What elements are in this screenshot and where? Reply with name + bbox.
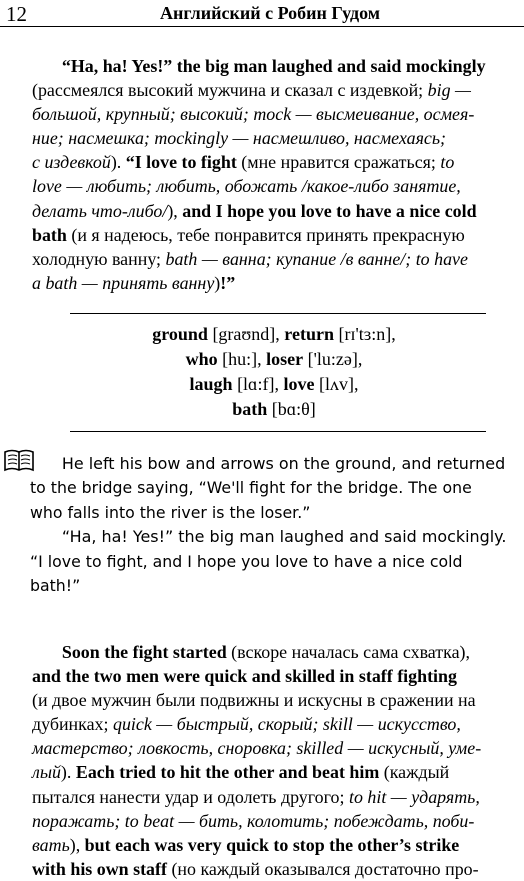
plain-text: ) — [214, 272, 221, 293]
plain-text: (рассмеялся высокий мужчина и сказал с издевкой; — [32, 80, 428, 101]
text-line — [32, 785, 516, 809]
bold-text: and the two men were quick and skilled in staff fighting — [32, 666, 457, 687]
reading-line: “Ha, ha! Yes!” the big man laughed and said mockingly. — [61, 527, 507, 547]
reading-line: who falls into the river is the loser.” — [30, 502, 311, 522]
plain-text: ). — [110, 152, 126, 173]
bold-text: love — [283, 374, 315, 394]
italic-text: вать — [32, 834, 70, 855]
italic-text: ние; насмешка; mockingly — насмешливо, насмехаясь; — [32, 128, 446, 149]
vocab-bottom-rule — [70, 431, 486, 432]
bold-text: Each tried to hit the other and beat him — [75, 762, 380, 783]
italic-text: с издевкой — [32, 152, 111, 173]
plain-text: ['lu:zə], — [303, 349, 363, 369]
plain-text: (но каждый оказывался достаточно про- — [166, 858, 479, 879]
italic-text: to — [440, 152, 455, 173]
bold-text: ground — [152, 324, 208, 344]
italic-text: to hit — ударять, — [348, 786, 480, 807]
transcription-row — [40, 397, 508, 422]
italic-text: поражать; to beat — бить, колотить; побеждать, поби- — [32, 810, 475, 831]
bold-text: loser — [266, 349, 304, 369]
text-line — [32, 688, 516, 712]
reading-line: He left his bow and arrows on the ground, and returned — [61, 454, 506, 473]
plain-text: пытался нанести удар и одолеть другого; — [32, 786, 349, 807]
italic-text: big — — [427, 80, 471, 101]
italic-text: quick — быстрый, скорый; skill — искусство, — [112, 714, 461, 735]
plain-text: дубинках; — [32, 714, 113, 735]
bold-text: bath — [232, 399, 268, 419]
text-line — [32, 736, 516, 760]
plain-text: [rɪ'tɜ:n], — [333, 324, 396, 344]
bold-text: “I love to fight — [125, 152, 237, 173]
page-header — [0, 0, 524, 28]
text-line — [32, 760, 516, 784]
running-title: Английский с Робин Гудом — [160, 3, 381, 23]
italic-text: делать что-либо/ — [32, 200, 168, 221]
text-line — [32, 126, 516, 150]
italic-text: love — любить; любить, обожать /какое-либо занятие, — [32, 176, 461, 197]
plain-text: холодную ванну; — [32, 248, 166, 269]
text-line — [32, 712, 516, 736]
text-line — [32, 664, 516, 688]
plain-text: (и двое мужчин были подвижны и искусны в сражении на — [32, 690, 476, 711]
italic-text: лый — [32, 762, 61, 783]
text-line — [32, 857, 516, 881]
bold-text: who — [185, 349, 218, 369]
reading-line: to the bridge saying, “We'll fight for the bridge. The one — [30, 478, 472, 498]
reading-line: bath!” — [30, 576, 81, 596]
bold-text: return — [284, 324, 334, 344]
study-paragraph-1 — [32, 54, 518, 295]
bold-text: “Ha, ha! Yes!” the big man laughed and said mockingly — [61, 56, 486, 76]
text-line — [32, 199, 516, 223]
plain-text: [lʌv], — [314, 374, 359, 394]
page-number: 12 — [6, 2, 27, 26]
bold-text: laugh — [189, 374, 233, 394]
reading-line: “I love to fight, and I hope you love to have a nice cold — [30, 551, 463, 571]
text-line — [32, 833, 516, 857]
text-line — [32, 78, 516, 102]
plain-text: ). — [60, 762, 76, 783]
plain-text: (мне нравится сражаться; — [236, 152, 441, 173]
text-line — [32, 150, 516, 174]
vocab-top-rule — [70, 313, 486, 314]
text-line — [32, 247, 516, 271]
text-line — [32, 809, 516, 833]
transcription-row — [40, 372, 508, 397]
bold-text: Soon the fight started — [61, 642, 227, 662]
text-line — [32, 174, 516, 198]
plain-text: [lɑ:f], — [232, 374, 284, 394]
study-paragraph-2 — [32, 640, 518, 881]
plain-text: ), — [69, 834, 85, 855]
transcription-row — [40, 322, 508, 347]
header-rule — [0, 26, 524, 27]
plain-text: [bɑ:θ] — [267, 399, 316, 419]
plain-text: (вскоре началась сама схватка), — [226, 642, 470, 662]
open-book-icon — [2, 447, 36, 473]
bold-text: but each was very quick to stop the other’s strike — [84, 834, 460, 855]
italic-text: большой, крупный; высокий; mock — высмеивание, осмея- — [32, 104, 475, 125]
text-line — [32, 223, 516, 247]
plain-text: (каждый — [379, 762, 450, 783]
text-line — [32, 102, 516, 126]
text-line — [32, 271, 516, 295]
italic-text: a bath — принять ванну — [32, 272, 215, 293]
plain-text: (и я надеюсь, тебе понравится принять прекрасную — [66, 224, 465, 245]
transcription-row — [40, 347, 508, 372]
reading-passage — [30, 452, 518, 598]
plain-text: ), — [167, 200, 183, 221]
bold-text: with his own staff — [32, 858, 167, 879]
bold-text: !” — [220, 272, 236, 293]
transcription-box — [40, 322, 508, 422]
italic-text: мастерство; ловкость, сноровка; skilled — искусный, уме- — [32, 738, 482, 759]
bold-text: and I hope you love to have a nice cold — [182, 200, 477, 221]
italic-text: bath — ванна; купание /в ванне/; to have — [165, 248, 468, 269]
text-line — [32, 640, 516, 664]
bold-text: bath — [32, 224, 67, 245]
text-line — [32, 54, 516, 78]
plain-text: [hu:], — [217, 349, 267, 369]
plain-text: [graʊnd], — [207, 324, 285, 344]
